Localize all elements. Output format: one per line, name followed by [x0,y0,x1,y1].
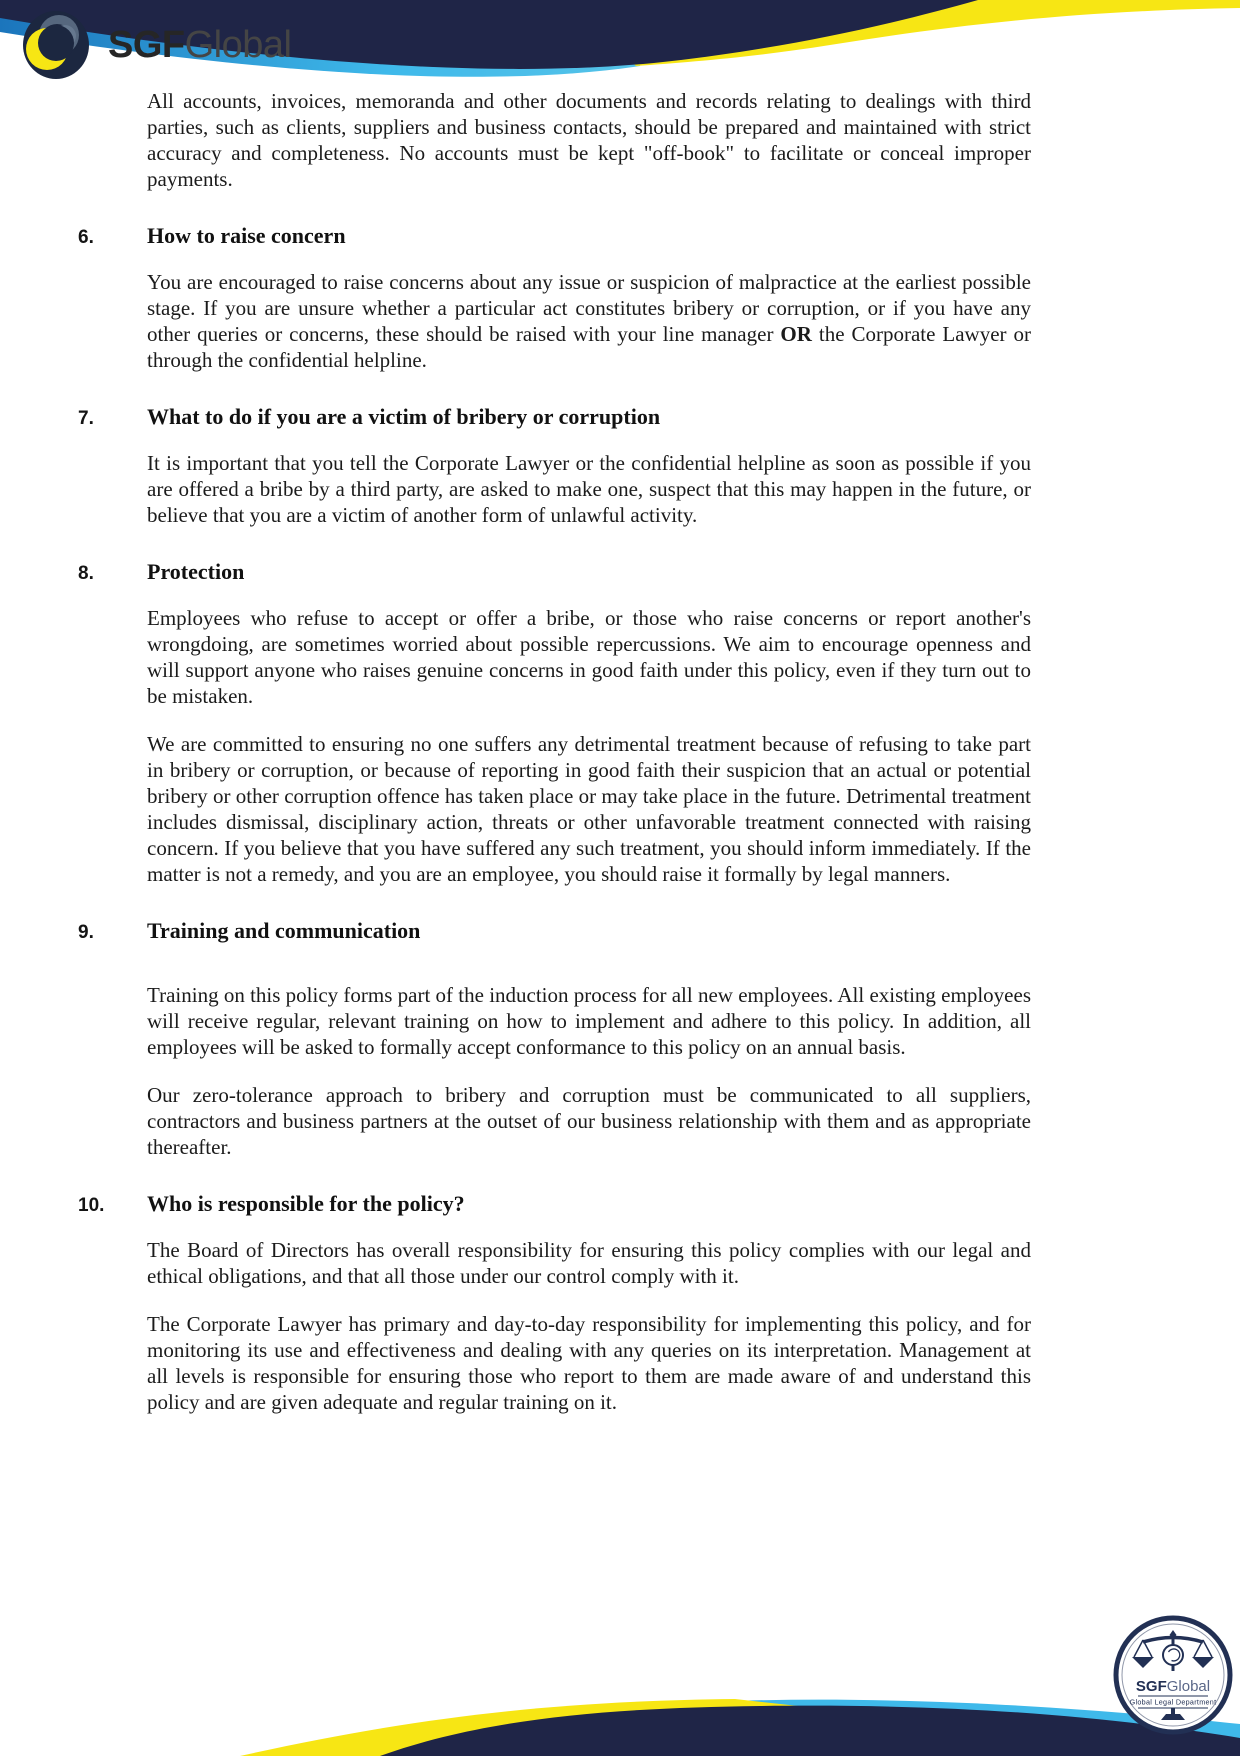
section-heading: Protection [147,559,245,584]
sgf-global-logo [20,8,291,82]
seal-department-text: Global Legal Department [1129,1697,1217,1707]
footer-swoosh [0,1656,1240,1756]
seal-wordmark [1136,1678,1210,1695]
section-10-paragraph-2: The Corporate Lawyer has primary and day-to-day responsibility for implementing this policy, and for monitoring its use and effectiveness and dealing with any queries on its interpretation. Management at all levels is responsible for ensuring those who report to them are made aware of and understand this policy and are given adequate and regular training on it. [147,1312,1031,1414]
logo-wordmark [108,24,291,67]
document-body [78,88,1034,1415]
paragraph-bold-text: OR [780,322,812,346]
section-heading: Training and communication [147,918,421,943]
section-number: 9. [78,922,94,943]
section-heading: How to raise concern [147,223,346,248]
section-8-heading-row [78,559,1034,585]
sgf-logo-mark-icon [20,8,92,82]
seal-text-sgf: SGF [1135,1678,1167,1695]
section-6-paragraph [147,269,1031,373]
section-10-paragraph-1: The Board of Directors has overall responsibility for ensuring this policy complies with our legal and ethical obligations, and that all those under our control comply with it. [147,1238,1031,1288]
section-6-heading-row [78,223,1034,249]
seal-text-global: Global [1166,1678,1211,1695]
section-9-paragraph-1: Training on this policy forms part of the induction process for all new employees. All existing employees will receive regular, relevant training on how to implement and adhere to this policy. In addition, all employees will be asked to formally accept conformance to this policy on an annual basis. [147,983,1031,1059]
section-10-heading-row [78,1191,1034,1217]
section-heading: What to do if you are a victim of bribery or corruption [147,404,661,429]
section-7-paragraph: It is important that you tell the Corporate Lawyer or the confidential helpline as soon as possible if you are offered a bribe by a third party, are asked to make one, suspect that this may happen in the future, or believe that you are a victim of another form of unlawful activity. [147,451,1031,527]
section-number: 7. [78,408,94,429]
paragraph-text: the Corporate Lawyer or through the confidential helpline. [147,322,1031,372]
section-9-paragraph-2: Our zero-tolerance approach to bribery and corruption must be communicated to all suppliers, contractors and business partners at the outset of our business relationship with them and as appropriate thereafter. [147,1083,1031,1159]
logo-text-global: Global [184,23,292,66]
logo-text-sgf: SGF [108,23,185,66]
section-number: 6. [78,227,94,248]
section-number: 8. [78,563,94,584]
section-number: 10. [78,1195,105,1216]
section-7-heading-row [78,404,1034,430]
section-8-paragraph-2: We are committed to ensuring no one suffers any detrimental treatment because of refusing to take part in bribery or corruption, or because of reporting in good faith their suspicion that an actual or potential bribery or other corruption offence has taken place or may take place in the future. Detrimental treatment includes dismissal, disciplinary action, threats or other unfavorable treatment connected with raising concern. If you believe that you have suffered any such treatment, you should inform immediately. If the matter is not a remedy, and you are an employee, you should raise it formally by legal manners. [147,732,1031,886]
section-heading: Who is responsible for the policy? [147,1191,465,1216]
legal-department-seal [1110,1612,1236,1738]
section-9-heading-row [78,918,1034,944]
intro-paragraph: All accounts, invoices, memoranda and other documents and records relating to dealings with third parties, such as clients, suppliers and business contacts, should be prepared and maintained with strict accuracy and completeness. No accounts must be kept "off-book" to facilitate or conceal improper payments. [147,89,1031,191]
paragraph-text: You are encouraged to raise concerns about any issue or suspicion of malpractice at the earliest possible stage. If you are unsure whether a particular act constitutes bribery or corruption, or if you have any other queries or concerns, these should be raised with your line manager [147,270,1031,346]
section-8-paragraph-1: Employees who refuse to accept or offer a bribe, or those who raise concerns or report another's wrongdoing, are sometimes worried about possible repercussions. We aim to encourage openness and will support anyone who raises genuine concerns in good faith under this policy, even if they turn out to be mistaken. [147,606,1031,708]
